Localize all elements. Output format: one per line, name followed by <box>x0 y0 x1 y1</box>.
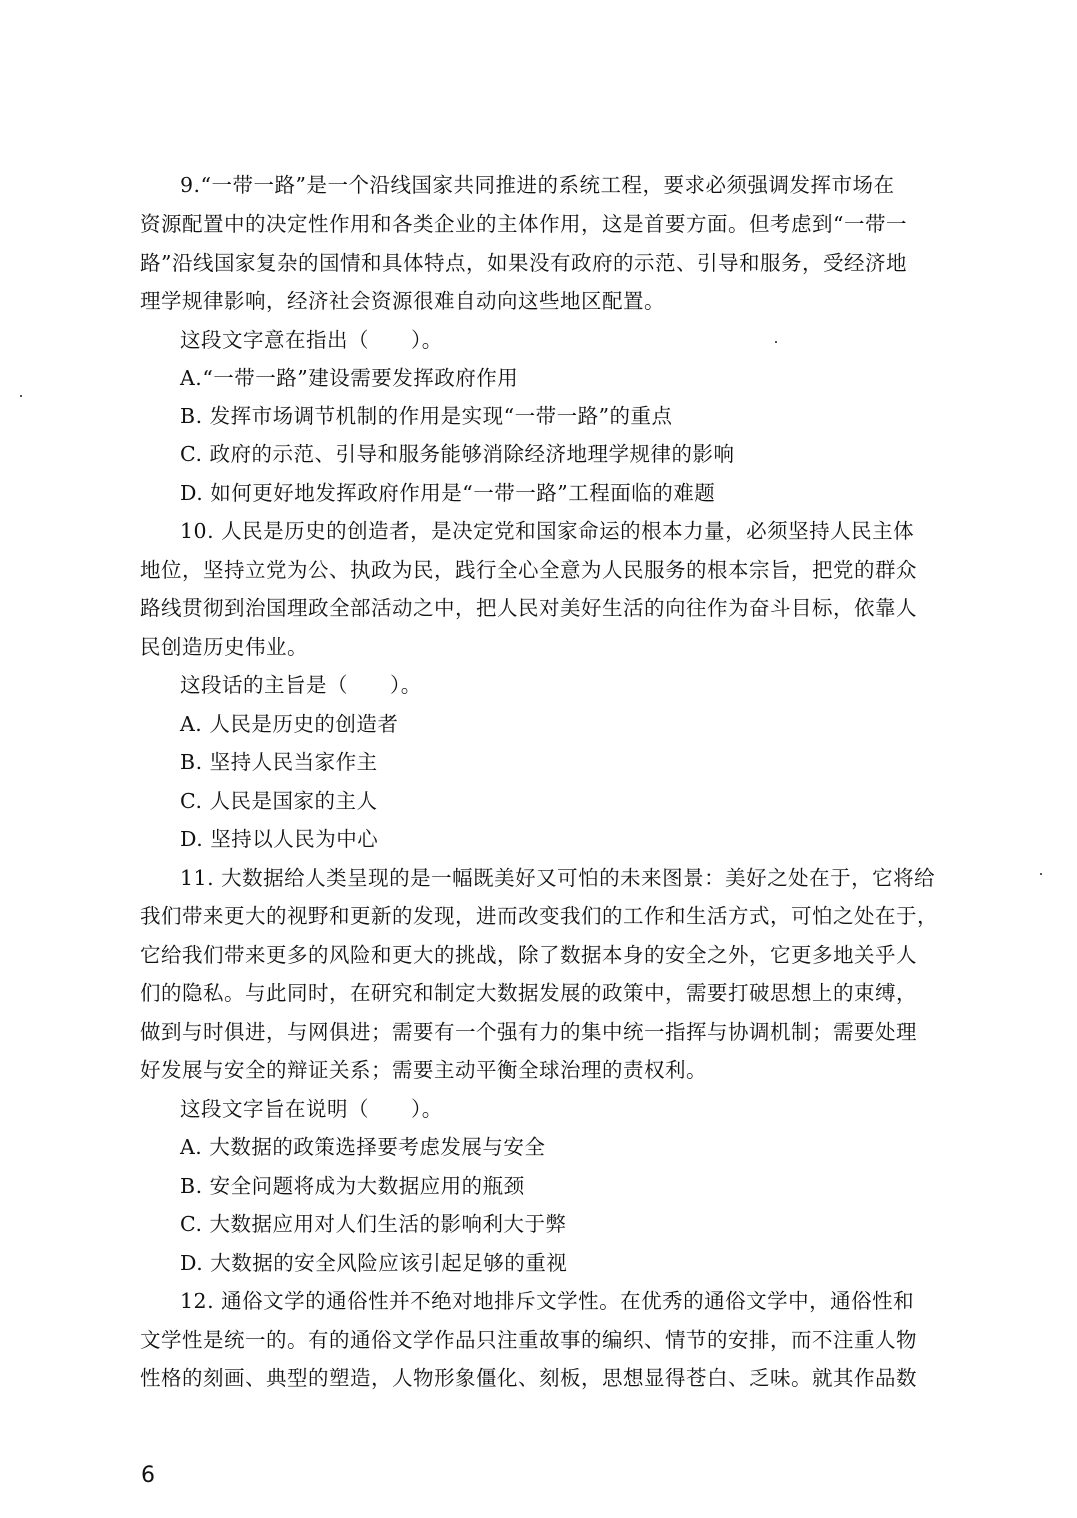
q12-passage-line-1: 12. 通俗文学的通俗性并不绝对地排斥文学性。在优秀的通俗文学中，通俗性和 <box>180 1289 915 1313</box>
q11-passage-line-3: 它给我们带来更多的风险和更大的挑战，除了数据本身的安全之外，它更多地关乎人 <box>140 943 917 967</box>
q12-passage-line-2: 文学性是统一的。有的通俗文学作品只注重故事的编织、情节的安排，而不注重人物 <box>140 1328 917 1352</box>
q9-prompt: 这段文字意在指出（ ）。 <box>180 328 443 352</box>
page-number: 6 <box>141 1463 155 1488</box>
q11-passage-line-1: 11. 大数据给人类呈现的是一幅既美好又可怕的未来图景：美好之处在于，它将给 <box>180 866 936 890</box>
q10-option-b: B. 坚持人民当家作主 <box>180 750 378 774</box>
q11-option-d: D. 大数据的安全风险应该引起足够的重视 <box>180 1251 568 1275</box>
q9-passage-line-1: 9.“一带一路”是一个沿线国家共同推进的系统工程，要求必须强调发挥市场在 <box>180 173 895 197</box>
q10-prompt: 这段话的主旨是（ ）。 <box>180 673 422 697</box>
q11-passage-line-5: 做到与时俱进，与网俱进；需要有一个强有力的集中统一指挥与协调机制；需要处理 <box>140 1020 917 1044</box>
q10-option-d: D. 坚持以人民为中心 <box>180 827 379 851</box>
q10-option-a: A. 人民是历史的创造者 <box>180 712 399 736</box>
q10-option-c: C. 人民是国家的主人 <box>180 789 378 813</box>
q9-passage-line-3: 路”沿线国家复杂的国情和具体特点，如果没有政府的示范、引导和服务，受经济地 <box>140 251 907 275</box>
q10-passage-line-1: 10. 人民是历史的创造者，是决定党和国家命运的根本力量，必须坚持人民主体 <box>180 519 915 543</box>
q9-option-a: A.“一带一路”建设需要发挥政府作用 <box>180 366 519 390</box>
q11-passage-line-6: 好发展与安全的辩证关系；需要主动平衡全球治理的责权利。 <box>140 1058 707 1082</box>
q11-option-a: A. 大数据的政策选择要考虑发展与安全 <box>180 1135 546 1159</box>
q10-passage-line-3: 路线贯彻到治国理政全部活动之中，把人民对美好生活的向往作为奋斗目标，依靠人 <box>140 596 917 620</box>
q9-option-b: B. 发挥市场调节机制的作用是实现“一带一路”的重点 <box>180 404 673 428</box>
q11-passage-line-2: 我们带来更大的视野和更新的发现，进而改变我们的工作和生活方式，可怕之处在于， <box>140 904 938 928</box>
q12-passage-line-3: 性格的刻画、典型的塑造，人物形象僵化、刻板，思想显得苍白、乏味。就其作品数 <box>140 1366 917 1390</box>
q9-option-d: D. 如何更好地发挥政府作用是“一带一路”工程面临的难题 <box>180 481 716 505</box>
scan-speck <box>20 395 22 397</box>
q9-passage-line-4: 理学规律影响，经济社会资源很难自动向这些地区配置。 <box>140 289 665 313</box>
q11-prompt: 这段文字旨在说明（ ）。 <box>180 1097 443 1121</box>
q9-option-c: C. 政府的示范、引导和服务能够消除经济地理学规律的影响 <box>180 442 735 466</box>
q10-passage-line-2: 地位，坚持立党为公、执政为民，践行全心全意为人民服务的根本宗旨，把党的群众 <box>140 558 917 582</box>
q11-option-b: B. 安全问题将成为大数据应用的瓶颈 <box>180 1174 525 1198</box>
q11-passage-line-4: 们的隐私。与此同时，在研究和制定大数据发展的政策中，需要打破思想上的束缚， <box>140 981 917 1005</box>
scan-speck <box>1040 873 1042 875</box>
q10-passage-line-4: 民创造历史伟业。 <box>140 635 308 659</box>
q11-option-c: C. 大数据应用对人们生活的影响利大于弊 <box>180 1212 567 1236</box>
scan-speck <box>775 341 777 343</box>
q9-passage-line-2: 资源配置中的决定性作用和各类企业的主体作用，这是首要方面。但考虑到“一带一 <box>140 212 907 236</box>
